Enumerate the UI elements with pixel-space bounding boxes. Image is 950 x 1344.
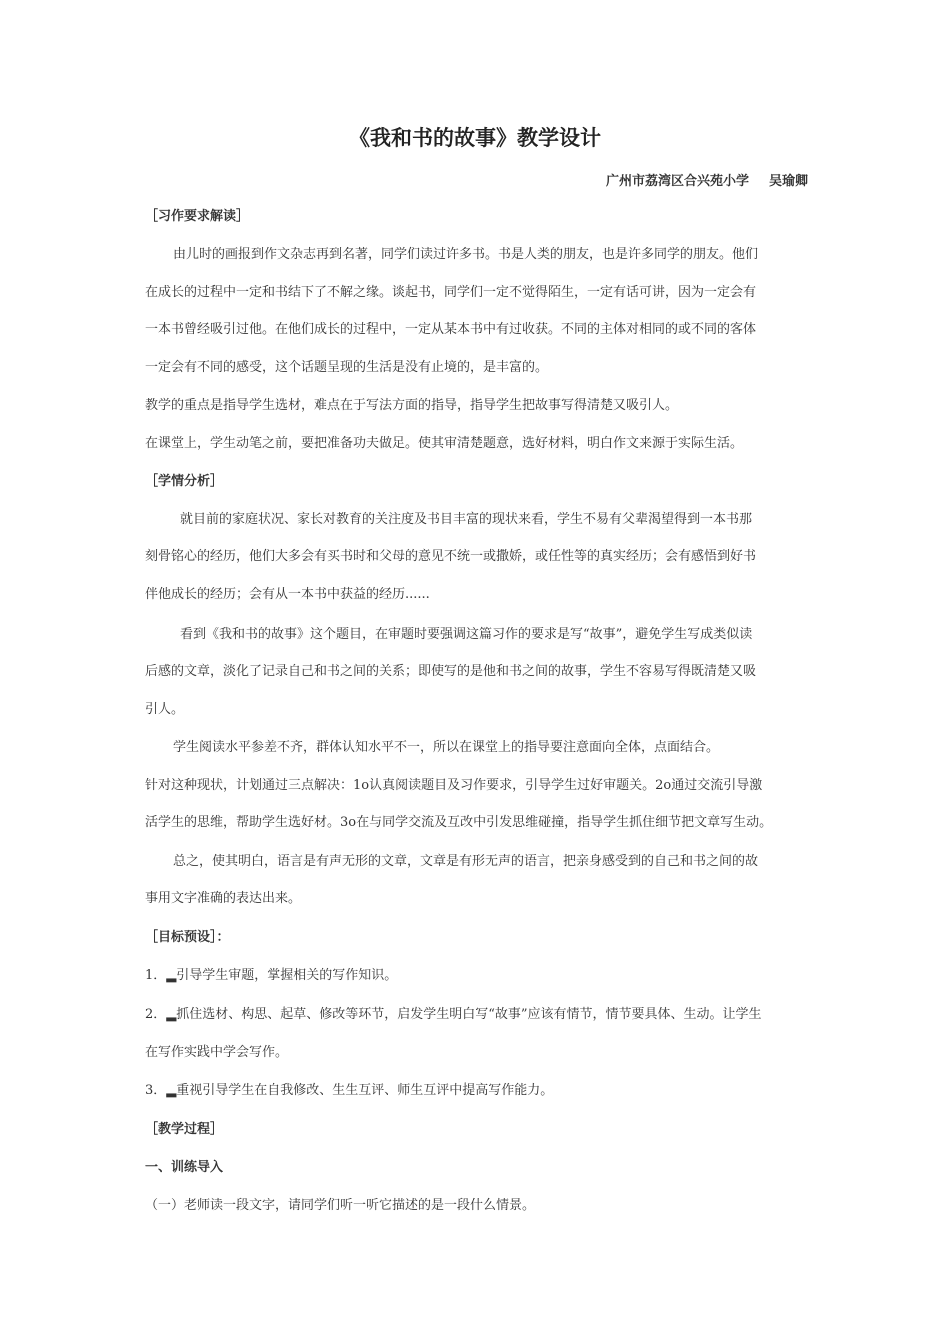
paragraph-line: 由儿时的画报到作文杂志再到名著，同学们读过许多书。书是人类的朋友，也是许多同学的朋友。他们 bbox=[173, 247, 759, 262]
subheading-intro: 一、训练导入 bbox=[145, 1160, 224, 1175]
section-heading-process: ［教学过程］ bbox=[145, 1122, 224, 1137]
goal-item-1: 1．▂引导学生审题，掌握相关的写作知识。 bbox=[145, 968, 398, 983]
paragraph-line: 一定会有不同的感受，这个话题呈现的生活是没有止境的，是丰富的。 bbox=[145, 360, 549, 375]
paragraph-line: 一本书曾经吸引过他。在他们成长的过程中，一定从某本书中有过收获。不同的主体对相同的或不同的客体 bbox=[145, 322, 757, 337]
paragraph-line: 在写作实践中学会写作。 bbox=[145, 1045, 289, 1060]
paragraph-line: 引人。 bbox=[145, 702, 185, 717]
author-school: 广州市荔湾区合兴苑小学 bbox=[605, 174, 749, 189]
goal-item-3: 3．▂重视引导学生在自我修改、生生互评、师生互评中提高写作能力。 bbox=[145, 1083, 554, 1098]
section-heading-requirements: ［习作要求解读］ bbox=[145, 209, 250, 224]
section-heading-analysis: ［学情分析］ bbox=[145, 474, 224, 489]
paragraph-line: 就目前的家庭状况、家长对教育的关注度及书目丰富的现状来看，学生不易有父辈渴望得到一本书那 bbox=[180, 512, 753, 527]
goal-item-2: 2．▂抓住选材、构思、起草、修改等环节，启发学生明白写“故事”应该有情节，情节要具体、生动。让学生 bbox=[145, 1007, 762, 1022]
section-heading-goals: ［目标预设］： bbox=[145, 930, 230, 945]
document-title: 《我和书的故事》教学设计 bbox=[349, 125, 601, 150]
author-name: 吴瑜卿 bbox=[768, 174, 808, 189]
paragraph-line: 在课堂上，学生动笔之前，要把准备功夫做足。使其审清楚题意，选好材料，明白作文来源于实际生活。 bbox=[145, 436, 744, 451]
paragraph-line: 看到《我和书的故事》这个题目，在审题时要强调这篇习作的要求是写“故事”，避免学生写成类似读 bbox=[180, 627, 753, 642]
paragraph-line: 活学生的思维，帮助学生选好材。3o在与同学交流及互改中引发思维碰撞，指导学生抓住细节把文章写生动。 bbox=[145, 815, 773, 830]
paragraph-line: 刻骨铭心的经历，他们大多会有买书时和父母的意见不统一或撒娇，或任性等的真实经历；会有感悟到好书 bbox=[145, 549, 757, 564]
paragraph-line: 事用文字准确的表达出来。 bbox=[145, 891, 302, 906]
paragraph-line: 学生阅读水平参差不齐，群体认知水平不一，所以在课堂上的指导要注意面向全体，点面结合。 bbox=[173, 740, 720, 755]
paragraph-line: （一）老师读一段文字，请同学们听一听它描述的是一段什么情景。 bbox=[145, 1198, 536, 1213]
paragraph-line: 在成长的过程中一定和书结下了不解之缘。谈起书，同学们一定不觉得陌生，一定有话可讲，因为一定会有 bbox=[145, 285, 757, 300]
author-line bbox=[606, 170, 808, 189]
paragraph-line: 总之，使其明白，语言是有声无形的文章，文章是有形无声的语言，把亲身感受到的自己和书之间的故 bbox=[173, 854, 759, 869]
paragraph-line: 后感的文章，淡化了记录自己和书之间的关系；即使写的是他和书之间的故事，学生不容易写得既清楚又吸 bbox=[145, 664, 757, 679]
paragraph-line: 伴他成长的经历；会有从一本书中获益的经历...... bbox=[145, 587, 430, 602]
paragraph-line: 针对这种现状，计划通过三点解决：1o认真阅读题目及习作要求，引导学生过好审题关。2o通过交流引导激 bbox=[145, 778, 763, 793]
paragraph-line: 教学的重点是指导学生选材，难点在于写法方面的指导，指导学生把故事写得清楚又吸引人。 bbox=[145, 398, 679, 413]
